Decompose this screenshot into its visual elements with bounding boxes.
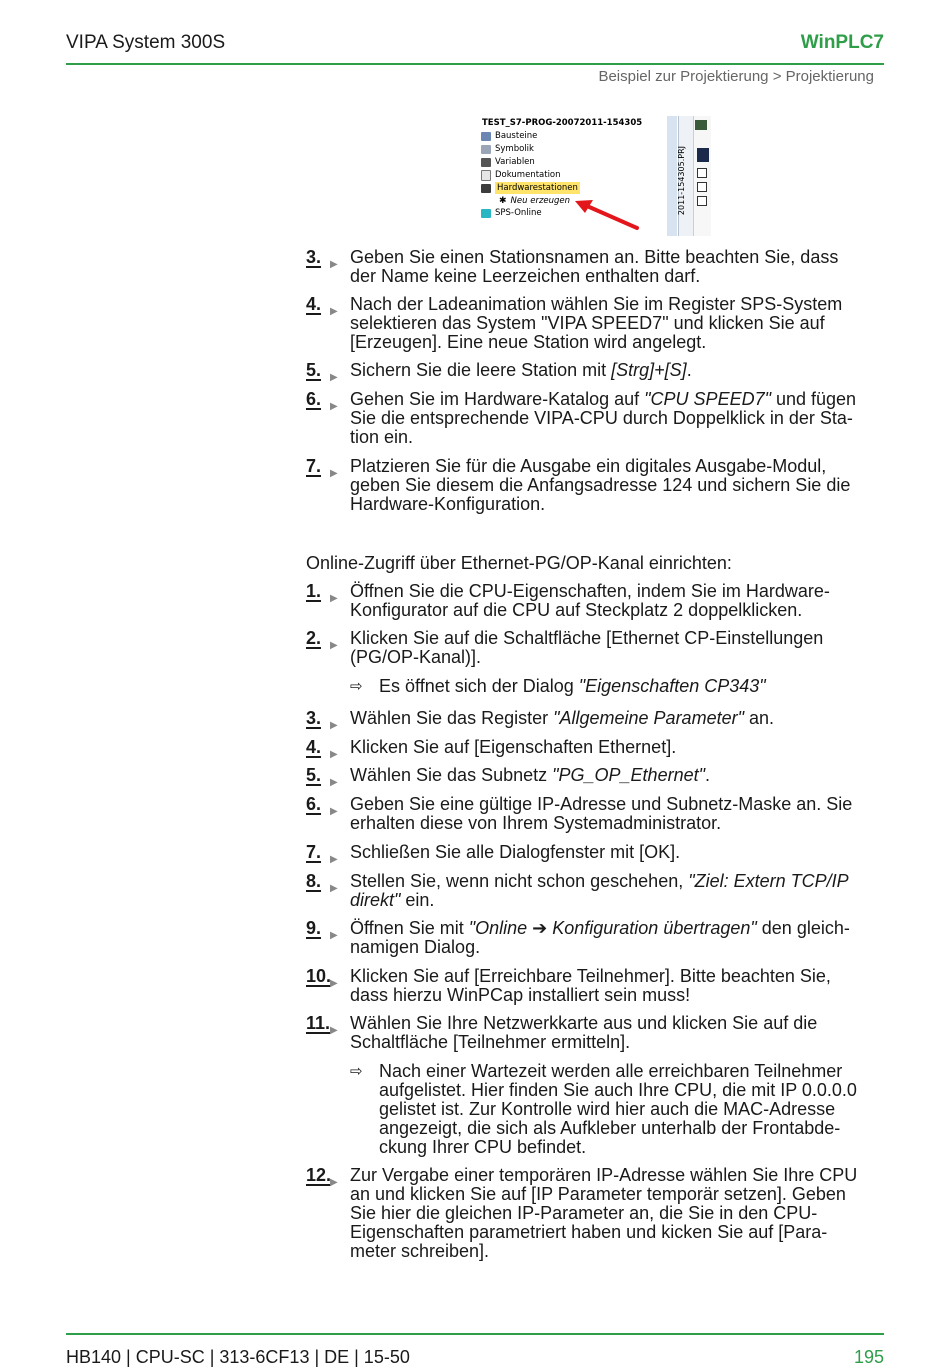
header-product: WinPLC7	[800, 32, 884, 53]
step-text: Öffnen Sie mit "Online ➔ Konfiguration übertragen" den gleich- namigen Dialog.	[350, 918, 850, 957]
header-rule	[66, 63, 884, 65]
step-text: Wählen Sie Ihre Netzwerkkarte aus und klicken Sie auf die Schaltfläche [Teilnehmer ermitteln].	[350, 1013, 818, 1052]
header-title: VIPA System 300S	[66, 32, 226, 53]
step-text: Geben Sie eine gültige IP-Adresse und Subnetz-Maske an. Sie erhalten diese von Ihrem Systemadministrator.	[350, 794, 853, 833]
step-text: Nach der Ladeanimation wählen Sie im Register SPS-System selektieren das System "VIPA SPEED7" und klicken Sie auf [Erzeugen]. Eine neue Station wird angelegt.	[350, 294, 843, 352]
project-root: TEST_S7-PROG-20072011-154305	[482, 118, 643, 128]
step-number: 2. ▶	[306, 628, 338, 651]
step-text: Zur Vergabe einer temporären IP-Adresse wählen Sie Ihre CPU an und klicken Sie auf [IP Parameter temporär setzen]. Geben Sie hier die gleichen IP-Parameter an, die Sie in den CPU- Eigenschaften parametriert haben und kicken Sie auf [Para- meter schreiben].	[350, 1165, 858, 1261]
tree-item-label: Neu erzeugen	[510, 196, 571, 206]
step-number: 10. ▶	[306, 966, 338, 989]
footer-doc-id: HB140 | CPU-SC | 313-6CF13 | DE | 15-50	[66, 1347, 410, 1367]
step-text: Öffnen Sie die CPU-Eigenschaften, indem Sie im Hardware- Konfigurator auf die CPU auf Steckplatz 2 doppelklicken.	[350, 581, 830, 620]
step-number: 1. ▶	[306, 581, 338, 604]
step-text: Gehen Sie im Hardware-Katalog auf "CPU SPEED7" und fügen Sie die entsprechende VIPA-CPU durch Doppelklick in der Sta- tion ein.	[350, 389, 857, 447]
tree-item-label: Dokumentation	[495, 170, 561, 180]
page-number: 195	[853, 1347, 884, 1367]
step-text: Platzieren Sie für die Ausgabe ein digitales Ausgabe-Modul, geben Sie diesem die Anfangsadresse 124 und sichern Sie die Hardware-Konfiguration.	[350, 456, 851, 514]
step-number: 5. ▶	[306, 360, 338, 383]
footer-rule	[66, 1333, 884, 1335]
new-icon: ✱	[499, 196, 507, 206]
tree-item-label: Hardwarestationen	[497, 183, 578, 193]
step-text: Klicken Sie auf [Eigenschaften Ethernet].	[350, 737, 677, 757]
step-number: 8. ▶	[306, 871, 338, 894]
tree-item-label: SPS-Online	[495, 208, 542, 218]
step-number: 4. ▶	[306, 737, 338, 760]
tree-item-label: Variablen	[495, 157, 535, 167]
step-text: Wählen Sie das Subnetz "PG_OP_Ethernet".	[350, 765, 710, 785]
step-number: 7. ▶	[306, 456, 338, 479]
step-number: 12. ▶	[306, 1165, 338, 1188]
project-tree-screenshot	[479, 116, 711, 236]
annotation-arrow-icon	[479, 116, 711, 236]
result-arrow-icon: ⇨	[350, 678, 363, 695]
step-number: 9. ▶	[306, 918, 338, 941]
step-text: Geben Sie einen Stationsnamen an. Bitte beachten Sie, dass der Name keine Leerzeichen enthalten darf.	[350, 247, 839, 286]
step-number: 5. ▶	[306, 765, 338, 788]
step-text: Wählen Sie das Register "Allgemeine Parameter" an.	[350, 708, 775, 728]
step-number: 6. ▶	[306, 794, 338, 817]
step-number: 3. ▶	[306, 247, 338, 270]
section-title: Online-Zugriff über Ethernet-PG/OP-Kanal einrichten:	[306, 553, 732, 573]
step-text: Klicken Sie auf die Schaltfläche [Ethernet CP-Einstellungen (PG/OP-Kanal)].	[350, 628, 824, 667]
step-text: Klicken Sie auf [Erreichbare Teilnehmer]. Bitte beachten Sie, dass hierzu WinPCap installiert sein muss!	[350, 966, 831, 1005]
step-text: Sichern Sie die leere Station mit [Strg]+[S].	[350, 360, 692, 380]
step-number: 3. ▶	[306, 708, 338, 731]
tree-item-label: Symbolik	[495, 144, 534, 154]
step-number: 7. ▶	[306, 842, 338, 865]
step-number: 6. ▶	[306, 389, 338, 412]
step-number: 4. ▶	[306, 294, 338, 317]
side-label: 2011-154305.PRJ	[677, 146, 686, 216]
breadcrumb: Beispiel zur Projektierung > Projektierung	[598, 68, 874, 85]
result-arrow-icon: ⇨	[350, 1063, 363, 1080]
step-number: 11. ▶	[306, 1013, 338, 1036]
step-text: Stellen Sie, wenn nicht schon geschehen, "Ziel: Extern TCP/IP direkt" ein.	[350, 871, 849, 910]
tree-item-label: Bausteine	[495, 131, 538, 141]
step-text: Schließen Sie alle Dialogfenster mit [OK].	[350, 842, 681, 862]
